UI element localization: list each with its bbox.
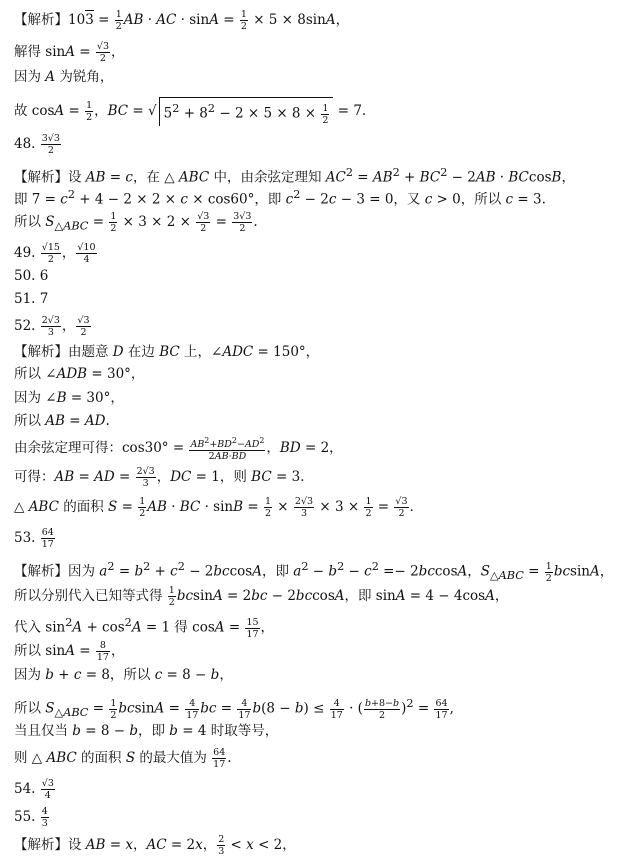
answer-line: 52. $\frac{2√3}{3}$ ， $\frac{√3}{2}$	[14, 315, 90, 338]
solution-line: 所以 sinA = $\frac{8}{17}$ ，	[14, 640, 125, 663]
solution-line: 当且仅当 b = 8 − b，即 b = 4 时取等号，	[14, 723, 279, 739]
solution-line: 可得：AB = AD = $\frac{2√3}{3}$ ，DC = 1，则 BC = 3.	[14, 466, 305, 489]
solution-line: 故 cosA = $\frac{1}{2}$ ，BC = √ $5^2 + 8^2 - 2 \times 5 \times 8$ × $\frac{1}{2}$ = 7.	[14, 97, 366, 126]
solution-line: 【解析】由题意 D 在边 BC 上，∠ADC = 150°，	[14, 344, 320, 360]
solution-line: 因为 b + c = 8，所以 c = 8 − b，	[14, 667, 233, 683]
solution-line: 因为 A 为锐角，	[14, 69, 114, 85]
solution-line: 因为 ∠B = 30°，	[14, 390, 124, 406]
answer-line: 53. $\frac{64}{17}$	[14, 527, 54, 550]
solution-line: 解得 sinA = $\frac{√3}{2}$ ，	[14, 41, 125, 64]
solution-line: 所以 $S_{\triangle ABC}$ = $\frac{1}{2}$ × 3 × 2 × $\frac{√3}{2}$ = $\frac{3√3}{2}$ .	[14, 211, 258, 234]
answer-line: 48. $\frac{3√3}{2}$	[14, 133, 60, 156]
solution-line: 所以分别代入已知等式得 $\frac{1}{2}$ bcsinA = 2bc − 2bccosA，即 sinA = 4 − 4cosA，	[14, 585, 509, 608]
solution-line: 代入 $\sin^2A + \cos^2A = 1$ 得 cosA = $\frac{15}{17}$ ，	[14, 616, 275, 640]
solution-line: 所以 $S_{\triangle ABC}$ = $\frac{1}{2}$ bcsinA = $\frac{4}{17}$ bc = $\frac{4}{17}$ b(8 − b) ≤ $\frac{4}{17}$ · ( $\frac{b+8-b}{2}$ )$^2$ = $\frac{64}{17}$ ,	[14, 697, 454, 721]
solution-line: 所以 AB = AD.	[14, 413, 110, 429]
solution-line: 【解析】设 AB = x，AC = 2x， $\frac{2}{3}$ < x < 2，	[14, 834, 296, 857]
solution-line: 【解析】设 AB = c，在 △ ABC 中，由余弦定理知 $AC^2 = AB^2 + BC^2 - 2AB \cdot BCcosB$，	[14, 166, 575, 186]
solution-line: 由余弦定理可得：cos30° = $\frac{AB^2+BD^2-AD^2}{2AB\cdot BD}$ ，BD = 2，	[14, 436, 343, 463]
answer-line: 54. $\frac{√3}{4}$	[14, 778, 54, 801]
answer-line: 50. 6	[14, 268, 49, 284]
answer-line: 51. 7	[14, 291, 49, 307]
solution-line: △ ABC 的面积 S = $\frac{1}{2}$ AB · BC · sinB = $\frac{1}{2}$ × $\frac{2√3}{3}$ × 3 × $\frac{1}{2}$ = $\frac{√3}{2}$ .	[14, 496, 414, 519]
answer-line: 55. $\frac{4}{3}$	[14, 806, 48, 829]
solution-line: 【解析】因为 $a^2 = b^2 + c^2 - 2bccosA$，即 $a^2 - b^2 - c^2 =- 2bccosA$，$S_{\triangle ABC}$ = $\frac{1}{2}$ bcsinA，	[14, 560, 614, 584]
solution-line: 即 $7 = c^2 + 4 - 2 \times 2 \times c \times \cos 60^\circ$，即 $c^2 - 2c - 3 = 0$，又 c > 0，所以 c = 3.	[14, 188, 546, 208]
solution-line: 所以 ∠ADB = 30°，	[14, 366, 145, 382]
answer-line: 49. $\frac{√15}{2}$ ， $\frac{√10}{4}$	[14, 242, 96, 265]
solution-line: 【解析】103 = $\frac{1}{2}$ AB · AC · sinA = $\frac{1}{2}$ × 5 × 8sinA，	[14, 9, 350, 32]
solution-line: 则 △ ABC 的面积 S 的最大值为 $\frac{64}{17}$ .	[14, 747, 232, 770]
